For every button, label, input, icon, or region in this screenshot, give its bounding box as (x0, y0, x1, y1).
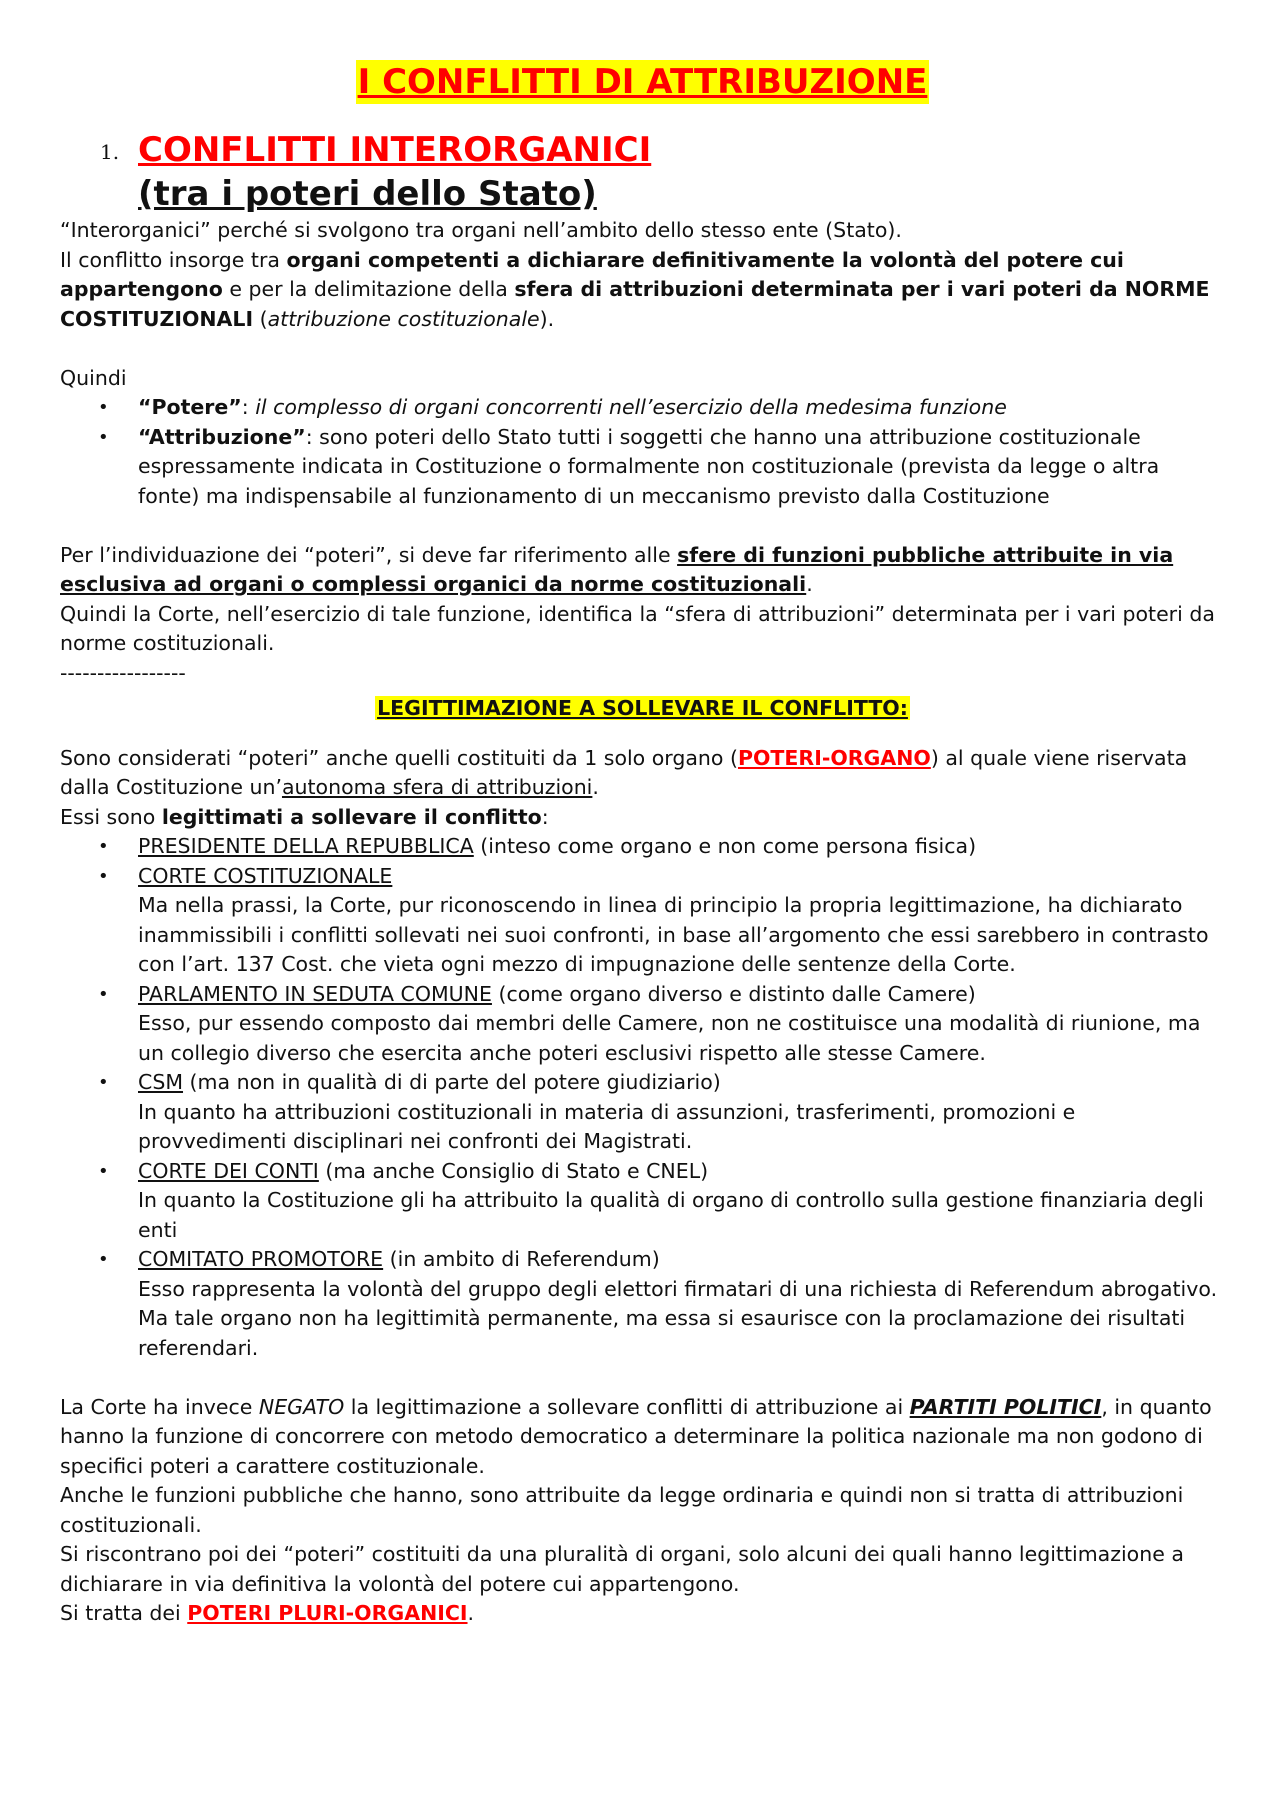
section-subtitle: (tra i poteri dello Stato) (138, 174, 597, 214)
document-title: I CONFLITTI DI ATTRIBUZIONE (357, 62, 928, 102)
text-run: Essi sono (60, 804, 162, 829)
organ-name: COMITATO PROMOTORE (138, 1247, 384, 1271)
organs-list (60, 832, 1225, 1363)
organ-note: (come organo diverso e distinto dalle Camere) (491, 981, 976, 1006)
partiti-paragraph (60, 1393, 1225, 1482)
text-run: Per l’individuazione dei “poteri”, si deve far riferimento alle (60, 542, 678, 567)
section-number: 1. (100, 140, 120, 164)
text-run: Si tratta dei (60, 1601, 188, 1625)
italic-run: attribuzione costituzionale (267, 306, 540, 331)
text-run: la legittimazione a sollevare conflitti di attribuzione ai (344, 1394, 910, 1419)
text-run: : (241, 395, 256, 419)
text-run: e per la delimitazione della (222, 277, 515, 301)
organ-name: CORTE DEI CONTI (138, 1158, 319, 1183)
text-run: . (592, 775, 599, 799)
funzioni-paragraph: Anche le funzioni pubbliche che hanno, sono attribuite da legge ordinaria e quindi non si tratta di attribuzioni costituzionali. (60, 1483, 1184, 1537)
organ-note: (in ambito di Referendum) (383, 1247, 660, 1271)
section-title: CONFLITTI INTERORGANICI (138, 130, 652, 170)
definition-item (60, 423, 1225, 512)
legittimati-line (60, 803, 1225, 833)
text-run: : (305, 424, 320, 449)
definition-term: “Potere” (138, 395, 242, 419)
organ-item (60, 980, 1225, 1069)
red-bold-term: POTERI PLURI-ORGANICI (187, 1601, 468, 1625)
quindi-label: Quindi (60, 365, 127, 390)
text-run: Il conflitto insorge tra (60, 247, 287, 272)
individuazione-conclusion: Quindi la Corte, nell’esercizio di tale funzione, identifica la “sfera di attribuzioni” determinata per i vari poteri da norme costituzionali. (60, 601, 1215, 655)
definition-item (60, 393, 1225, 423)
red-bold-term: POTERI-ORGANO (737, 745, 931, 770)
text-run: . (467, 1601, 475, 1625)
italic-run: NEGATO (258, 1394, 345, 1419)
organ-description: In quanto ha attribuzioni costituzionali in materia di assunzioni, trasferimenti, promozioni e provvedimenti disciplinari nei confronti dei Magistrati. (138, 1099, 1076, 1153)
legittimazione-heading: LEGITTIMAZIONE A SOLLEVARE IL CONFLITTO: (377, 696, 908, 720)
definition-text: il complesso di organi concorrenti nell’esercizio della medesima funzione (255, 395, 1007, 419)
definition-term: “Attribuzione” (138, 424, 306, 449)
text-run: ). (539, 306, 555, 331)
organ-name: PRESIDENTE DELLA REPUBBLICA (138, 834, 474, 858)
text-run: : (541, 804, 549, 829)
text-run: ) al quale viene riservata dalla Costituzione un’ (60, 745, 1188, 799)
organ-name: CORTE COSTITUZIONALE (138, 863, 393, 888)
underline-run: autonoma sfera di attribuzioni (281, 775, 593, 799)
document-page (60, 60, 1225, 1629)
bold-italic-underline-term: PARTITI POLITICI (909, 1394, 1102, 1419)
bold-run: legittimati a sollevare il conflitto (161, 804, 542, 829)
section-heading (60, 128, 1225, 216)
organ-item (60, 832, 1225, 862)
pluri-organici-line (60, 1599, 1225, 1629)
organ-name: PARLAMENTO IN SEDUTA COMUNE (138, 981, 492, 1006)
individuazione-paragraph (60, 541, 1225, 600)
text-run: ( (253, 306, 268, 331)
organ-description: Esso rappresenta la volontà del gruppo degli elettori firmatari di una richiesta di Referendum abrogativo. (138, 1276, 1218, 1301)
definition-text: sono poteri dello Stato tutti i soggetti che hanno una attribuzione costituzionale espressamente indicata in Costituzione o formalmente non costituzionale (prevista da legge o altra fonte) ma indispensabile al funzionamento di un meccanismo previsto dalla Costituzione (138, 424, 1160, 508)
organ-note: (ma anche Consiglio di Stato e CNEL) (318, 1158, 709, 1183)
organ-description: Ma tale organo non ha legittimità permanente, ma essa si esaurisce con la proclamazione dei risultati referendari. (138, 1306, 1186, 1360)
text-run: La Corte ha invece (60, 1394, 259, 1419)
bold-run: organi competenti a dichiarare definitivamente la volontà del potere cui appartengono (60, 247, 1124, 301)
text-run: , in quanto hanno la funzione di concorrere con metodo democratico a determinare la politica nazionale ma non godono di specifici poteri a carattere costituzionale. (60, 1394, 1212, 1478)
organ-description: In quanto la Costituzione gli ha attribuito la qualità di organo di controllo sulla gestione finanziaria degli enti (138, 1188, 1204, 1242)
divider-line: ----------------- (60, 660, 186, 685)
organ-name: CSM (138, 1070, 184, 1094)
bold-underline-run: sfere di funzioni pubbliche attribuite in via esclusiva ad organi o complessi organici da norme costituzionali (60, 542, 1174, 596)
intro-paragraph (60, 246, 1225, 335)
legittimazione-heading-block (60, 694, 1225, 724)
organ-item (60, 862, 1225, 980)
organ-note: (ma non in qualità di di parte del potere giudiziario) (183, 1070, 721, 1094)
poteri-organo-paragraph (60, 744, 1225, 803)
text-run: . (806, 572, 813, 596)
definitions-list (60, 393, 1225, 511)
pluralita-paragraph: Si riscontrano poi dei “poteri” costituiti da una pluralità di organi, solo alcuni dei quali hanno legittimazione a dichiarare in via definitiva la volontà del potere cui appartengono. (60, 1542, 1184, 1596)
organ-item (60, 1245, 1225, 1363)
bold-run: sfera di attribuzioni determinata per i vari poteri da NORME COSTITUZIONALI (60, 277, 1210, 331)
organ-item (60, 1157, 1225, 1246)
organ-item (60, 1068, 1225, 1157)
intro-line: “Interorganici” perché si svolgono tra organi nell’ambito dello stesso ente (Stato). (60, 218, 902, 242)
text-run: Sono considerati “poteri” anche quelli costituiti da 1 solo organo ( (60, 745, 738, 770)
organ-note: (inteso come organo e non come persona fisica) (473, 834, 977, 858)
organ-description: Ma nella prassi, la Corte, pur riconoscendo in linea di principio la propria legittimazione, ha dichiarato inammissibili i conflitti sollevati nei suoi confronti, in base all’argomento che essi sarebbero in contrasto con l’art. 137 Cost. che vieta ogni mezzo di impugnazione delle sentenze della Corte. (138, 893, 1209, 976)
organ-description: Esso, pur essendo composto dai membri delle Camere, non ne costituisce una modalità di riunione, ma un collegio diverso che esercita anche poteri esclusivi rispetto alle stesse Camere. (138, 1011, 1201, 1065)
title-block (60, 60, 1225, 104)
